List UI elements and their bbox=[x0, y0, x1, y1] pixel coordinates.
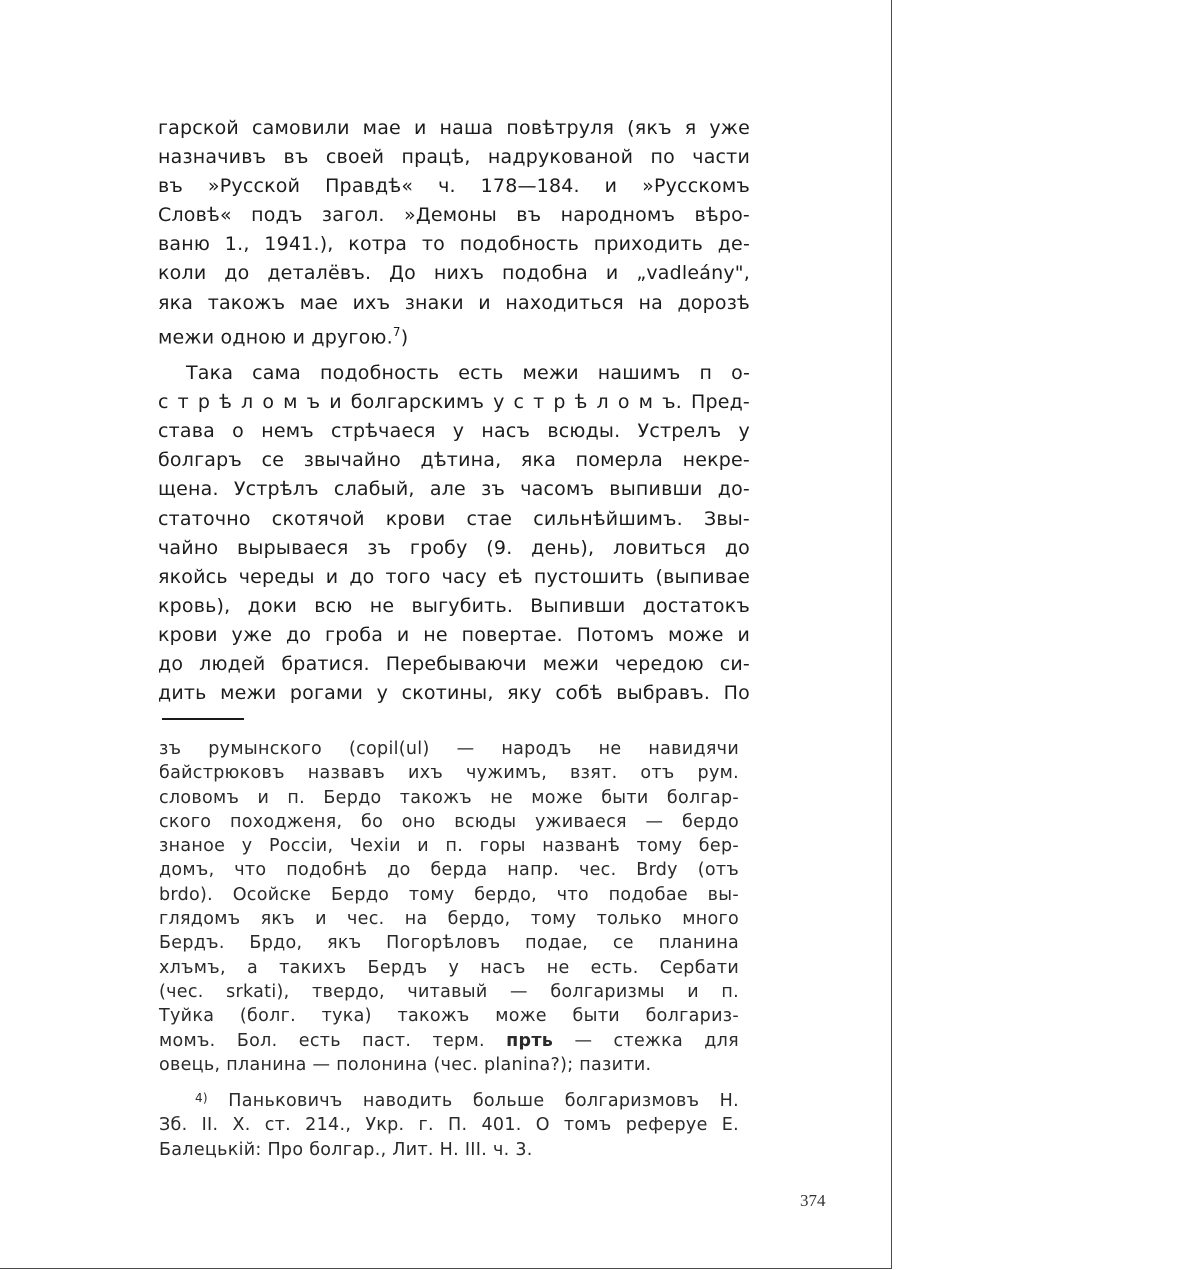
text-line bbox=[158, 318, 750, 352]
main-text-block bbox=[158, 114, 750, 708]
text-line: до людей братися. Перебываючи межи чередою си- bbox=[158, 653, 750, 676]
text-line: чайно вырываеся зъ гробу (9. день), ловиться до bbox=[158, 536, 750, 559]
footnote-separator bbox=[162, 718, 244, 720]
text-line: статочно скотячой крови стае сильнѣйшимъ. Звы- bbox=[158, 507, 750, 530]
footnote-line: хлъмъ, а такихъ Бердъ у насъ не есть. Сербати bbox=[159, 957, 739, 978]
text-line: дить межи рогами у скотины, яку собѣ выбравъ. По bbox=[158, 682, 750, 705]
footnote-line: знаное у Россіи, Чехіи и п. горы названѣ тому бер- bbox=[159, 836, 739, 857]
text-fragment: межи одною и другою. bbox=[158, 325, 393, 348]
footnote-reference-number: 7 bbox=[392, 324, 401, 339]
footnote-line: домъ, что подобнѣ до берда напр. чес. Brdy (отъ bbox=[159, 860, 739, 881]
footnote-line: глядомъ якъ и чес. на бердо, тому только много bbox=[159, 909, 739, 930]
footnote-line: байстрюковъ назвавъ ихъ чужимъ, взят. отъ рум. bbox=[159, 763, 739, 784]
bold-term: прть bbox=[506, 1030, 554, 1051]
text-line: якойсь череды и до того часу еѣ пустошить (выпивае bbox=[158, 565, 750, 588]
text-line: назначивъ въ своей працѣ, надрукованой по части bbox=[158, 146, 750, 169]
text-line: щена. Устрѣлъ слабый, але зъ часомъ выпивши до- bbox=[158, 478, 750, 501]
footnote-fragment: Паньковичъ наводить больше болгаризмовъ Н. bbox=[228, 1091, 739, 1112]
text-line: гарской самовили мае и наша повѣтруля (якъ я уже bbox=[158, 117, 750, 139]
text-line: яка такожъ мае ихъ знаки и находиться на дорозѣ bbox=[158, 291, 750, 314]
text-line: кровь), доки всю не выгубить. Выпивши достатокъ bbox=[158, 594, 750, 617]
text-line: въ »Русской Правдѣ« ч. 178—184. и »Русскомъ bbox=[158, 175, 750, 198]
footnote-line: brdo). Осойске Бердо тому бердо, что подобае вы- bbox=[159, 884, 739, 905]
footnote-line bbox=[159, 1086, 739, 1113]
footnote-line: Зб. II. X. ст. 214., Укр. г. П. 401. О томъ реферуе Е. bbox=[159, 1115, 739, 1136]
footnote-reference bbox=[393, 325, 401, 339]
footnotes-block bbox=[159, 737, 739, 1162]
footnote-line: Туйка (болг. тука) такожъ може быти болгариз- bbox=[159, 1006, 739, 1027]
footnote-line bbox=[159, 1029, 739, 1053]
text-line: с т р ѣ л о м ъ и болгарскимъ у с т р ѣ л о м ъ. Пред- bbox=[158, 391, 750, 414]
footnote-fragment: — стежка для bbox=[574, 1030, 739, 1051]
footnote-fragment: момъ. Бол. есть паст. терм. bbox=[159, 1030, 485, 1051]
text-line: става о немъ стрѣчаеся у насъ всюды. Устрелъ у bbox=[158, 420, 750, 443]
footnote-reference-paren: ) bbox=[400, 325, 409, 348]
text-line: болгаръ се звычайно дѣтина, яка померла некре- bbox=[158, 449, 750, 472]
text-line: коли до деталёвъ. До нихъ подобна и „vadleány", bbox=[158, 262, 750, 285]
footnote-line: (чес. srkati), твердо, читавый — болгаризмы и п. bbox=[159, 981, 739, 1002]
text-line: крови уже до гроба и не повертае. Потомъ може и bbox=[158, 623, 750, 646]
page-number: 374 bbox=[800, 1191, 826, 1210]
footnote-line: овець, планина — полонина (чес. planina?); пазити. bbox=[159, 1054, 652, 1075]
text-line: Така сама подобность есть межи нашимъ п о- bbox=[186, 362, 750, 385]
footnote-line: словомъ и п. Бердо такожъ не може быти болгар- bbox=[159, 787, 739, 808]
footnote-line: Балецькій: Про болгар., Лит. Н. III. ч. 3. bbox=[159, 1139, 533, 1160]
footnote-line: Бердъ. Брдо, якъ Погорѣловъ подае, се планина bbox=[159, 933, 739, 954]
footnote-line: зъ румынского (copil(ul) — народъ не навидячи bbox=[159, 739, 739, 759]
footnote-line: ского походженя, бо оно всюды уживаеся — бердо bbox=[159, 811, 739, 832]
text-line: Словѣ« подъ загол. »Демоны въ народномъ вѣро- bbox=[158, 204, 750, 227]
text-line: ваню 1., 1941.), котра то подобность приходить де- bbox=[158, 233, 750, 256]
footnote-marker: 4) bbox=[195, 1091, 208, 1106]
